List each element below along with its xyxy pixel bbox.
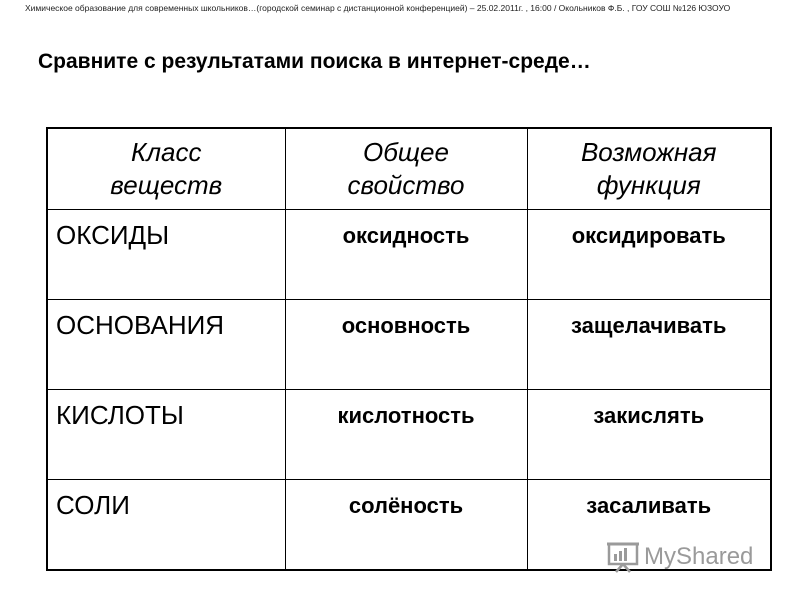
function-cell: засаливать [527,480,771,571]
watermark [606,540,753,574]
class-name-cell: СОЛИ [47,480,285,571]
table-row [47,210,771,300]
presentation-board-icon [606,540,640,574]
header-function [527,128,771,210]
slide-title: Сравните с результатами поиска в интернет-среде… [38,50,591,73]
header-property-line2: свойство [347,170,465,200]
class-name-cell: ОСНОВАНИЯ [47,300,285,390]
property-cell: оксидность [285,210,527,300]
header-property-line1: Общее [363,137,449,167]
table-header-row [47,128,771,210]
table-row [47,300,771,390]
class-name-cell: ОКСИДЫ [47,210,285,300]
function-cell: защелачивать [527,300,771,390]
table-row [47,390,771,480]
function-cell: закислять [527,390,771,480]
watermark-text: MyShared [644,543,754,570]
property-cell: солёность [285,480,527,571]
header-class-line2: веществ [110,170,223,200]
header-note: Химическое образование для современных школьников…(городской семинар с дистанционной конференцией) – 25.02.2011г. , 16:00 / Окольников Ф.Б. , ГОУ СОШ №126 ЮЗОУО [25,3,731,13]
function-cell: оксидировать [527,210,771,300]
header-function-line2: функция [596,170,701,200]
header-function-line1: Возможная [580,137,717,167]
property-cell: кислотность [285,390,527,480]
comparison-table [46,127,772,571]
header-class-line1: Класс [131,137,202,167]
class-name-cell: КИСЛОТЫ [47,390,285,480]
header-class [47,128,285,210]
property-cell: основность [285,300,527,390]
header-property [285,128,527,210]
